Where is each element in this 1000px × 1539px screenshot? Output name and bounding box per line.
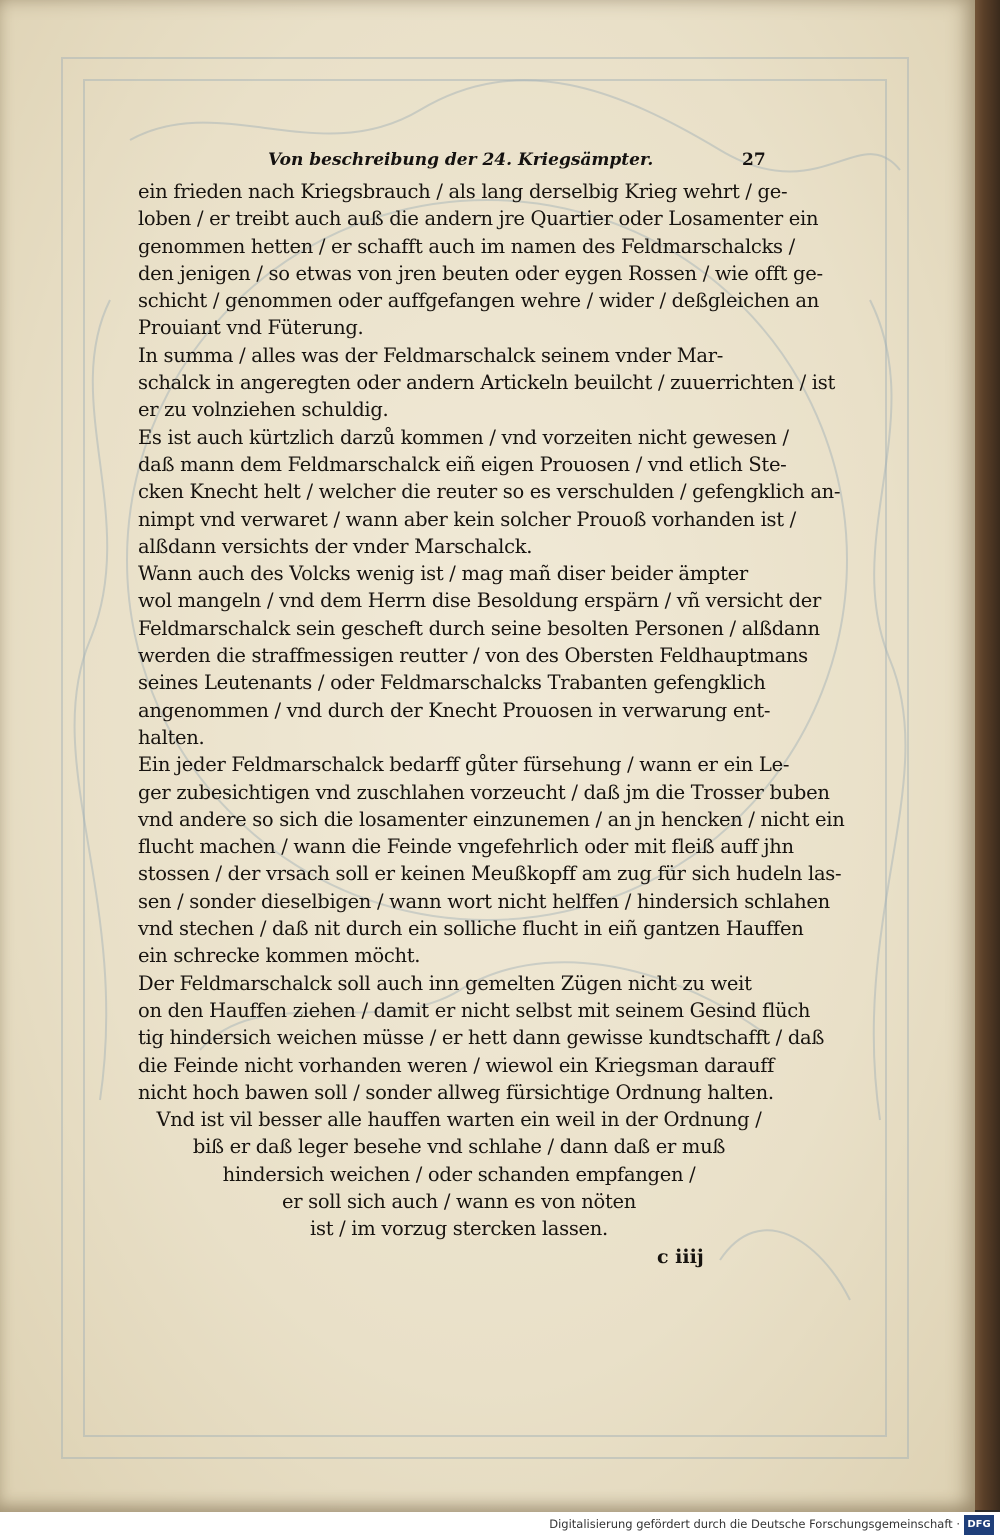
text-line: alßdann versichts der vnder Marschalck. [138, 534, 533, 558]
text-line: schicht / genommen oder auffgefangen wehre / wider / deßgleichen an [138, 289, 819, 313]
body-text [138, 178, 845, 1243]
text-line: nimpt vnd verwaret / wann aber kein solcher Prouoß vorhanden ist / [138, 507, 796, 531]
page-number: 27 [742, 150, 766, 170]
text-line: den jenigen / so etwas von jren beuten oder eygen Rossen / wie offt ge- [138, 261, 823, 285]
text-line: Feldmarschalck sein gescheft durch seine besolten Personen / alßdann [138, 616, 820, 640]
text-line: ein frieden nach Kriegsbrauch / als lang derselbig Krieg wehrt / ge- [138, 180, 788, 203]
text-line: vnd andere so sich die losamenter einzunemen / an jn hencken / nicht ein [138, 807, 845, 831]
closing-line: Vnd ist vil besser alle hauffen warten ein weil in der Ordnung / [156, 1108, 762, 1132]
text-line: cken Knecht helt / welcher die reuter so es verschulden / gefengklich an- [138, 480, 841, 504]
text-line: Ein jeder Feldmarschalck bedarff gůter fürsehung / wann er ein Le- [138, 753, 790, 777]
text-line: Wann auch des Volcks wenig ist / mag mañ diser beider ämpter [138, 562, 748, 586]
text-line: sen / sonder dieselbigen / wann wort nicht helffen / hindersich schlahen [138, 889, 830, 913]
text-line: wol mangeln / vnd dem Herrn dise Besoldung erspärn / vñ versicht der [138, 589, 822, 613]
text-line: ger zubesichtigen vnd zuschlahen vorzeucht / daß jm die Trosser buben [138, 780, 830, 804]
text-line: ein schrecke kommen möcht. [138, 944, 421, 968]
text-line: seines Leutenants / oder Feldmarschalcks Trabanten gefengklich [138, 671, 766, 695]
closing-line: hindersich weichen / oder schanden empfangen / [222, 1162, 696, 1186]
text-line: tig hindersich weichen müsse / er hett dann gewisse kundtschafft / daß [138, 1026, 825, 1050]
closing-line: biß er daß leger besehe vnd schlahe / dann daß er muß [192, 1135, 726, 1159]
text-line: on den Hauffen ziehen / damit er nicht selbst mit seinem Gesind flüch [138, 998, 811, 1022]
text-line: Es ist auch kürtzlich darzů kommen / vnd vorzeiten nicht gewesen / [138, 425, 789, 449]
text-line: nicht hoch bawen soll / sonder allweg fürsichtige Ordnung halten. [138, 1080, 774, 1104]
digitization-credit: Digitalisierung gefördert durch die Deutsche Forschungsgemeinschaft · [549, 1517, 960, 1531]
text-line: angenommen / vnd durch der Knecht Prouosen in verwarung ent- [138, 698, 771, 722]
text-line: Prouiant vnd Füterung. [138, 316, 364, 340]
closing-line: ist / im vorzug stercken lassen. [310, 1217, 608, 1241]
text-line: werden die straffmessigen reutter / von des Obersten Feldhauptmans [138, 644, 808, 668]
text-line: In summa / alles was der Feldmarschalck seinem vnder Mar- [138, 343, 724, 367]
dfg-logo: DFG [964, 1515, 994, 1535]
book-edge [972, 0, 1000, 1510]
text-line: daß mann dem Feldmarschalck eiñ eigen Prouosen / vnd etlich Ste- [138, 452, 787, 476]
closing-line: er soll sich auch / wann es von nöten [281, 1189, 637, 1213]
text-line: genommen hetten / er schafft auch im namen des Feldmarschalcks / [138, 234, 795, 258]
signature-mark: c iiij [657, 1246, 704, 1268]
text-line: stossen / der vrsach soll er keinen Meußkopff am zug für sich hudeln las- [138, 862, 842, 886]
text-line: die Feinde nicht vorhanden weren / wiewol ein Kriegsman darauff [138, 1053, 775, 1077]
text-line: Der Feldmarschalck soll auch inn gemelten Zügen nicht zu weit [138, 971, 752, 995]
text-line: flucht machen / wann die Feinde vngefehrlich oder mit fleiß auff jhn [138, 835, 794, 859]
running-title: Von beschreibung der 24. Kriegsämpter. [268, 150, 654, 170]
text-line: vnd stechen / daß nit durch ein solliche flucht in eiñ gantzen Hauffen [138, 917, 804, 941]
text-line: loben / er treibt auch auß die andern jre Quartier oder Losamenter ein [138, 207, 819, 231]
text-line: er zu volnziehen schuldig. [138, 398, 389, 422]
text-line: schalck in angeregten oder andern Artickeln beuilcht / zuuerrichten / ist [138, 371, 835, 395]
text-line: halten. [138, 725, 205, 749]
